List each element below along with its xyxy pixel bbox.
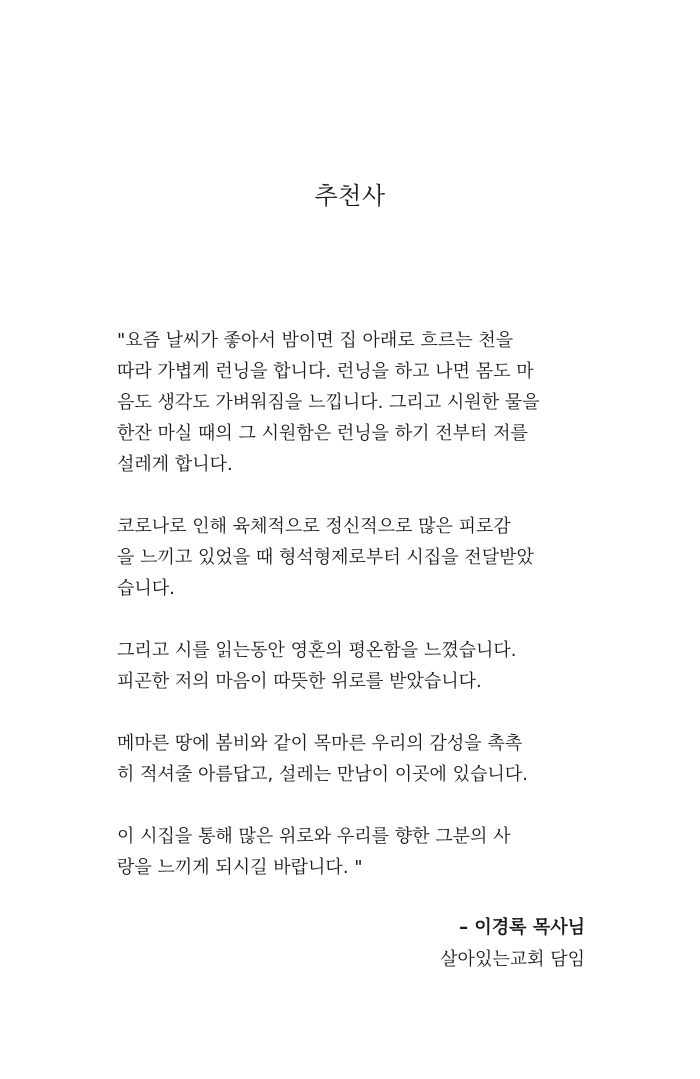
text-line: 습니다. [117,578,175,599]
signature-block [440,912,585,976]
recommendation-body [117,325,587,914]
text-line: 설레게 합니다. [117,454,233,475]
text-line: 메마른 땅에 봄비와 같이 목마른 우리의 감성을 촉촉 [117,733,523,754]
page-title: 추천사 [314,182,386,210]
text-line: 코로나로 인해 육체적으로 정신적으로 많은 피로감 [117,516,511,537]
text-line: 랑을 느끼게 되시길 바랍니다. " [117,857,363,878]
author-name: – 이경록 목사님 [459,917,585,938]
author-affiliation: 살아있는교회 담임 [440,949,585,970]
text-line: 한잔 마실 때의 그 시원함은 런닝을 하기 전부터 저를 [117,423,528,444]
text-line: 음도 생각도 가벼워짐을 느낍니다. 그리고 시원한 물을 [117,392,540,413]
text-line: "요즘 날씨가 좋아서 밤이면 집 아래로 흐르는 천을 [117,330,514,351]
text-line: 따라 가볍게 런닝을 합니다. 런닝을 하고 나면 몸도 마 [117,361,534,382]
text-line: 이 시집을 통해 많은 위로와 우리를 향한 그분의 사 [117,826,511,847]
text-line: 히 적셔줄 아름답고, 설레는 만남이 이곳에 있습니다. [117,764,528,785]
text-line: 피곤한 저의 마음이 따뜻한 위로를 받았습니다. [117,671,482,692]
text-line: 을 느끼고 있었을 때 형석형제로부터 시집을 전달받았 [117,547,534,568]
paragraph-3 [117,635,587,697]
paragraph-4 [117,728,587,790]
paragraph-1 [117,325,587,480]
text-line: 그리고 시를 읽는동안 영혼의 평온함을 느꼈습니다. [117,640,517,661]
paragraph-5 [117,821,587,883]
paragraph-2 [117,511,587,604]
